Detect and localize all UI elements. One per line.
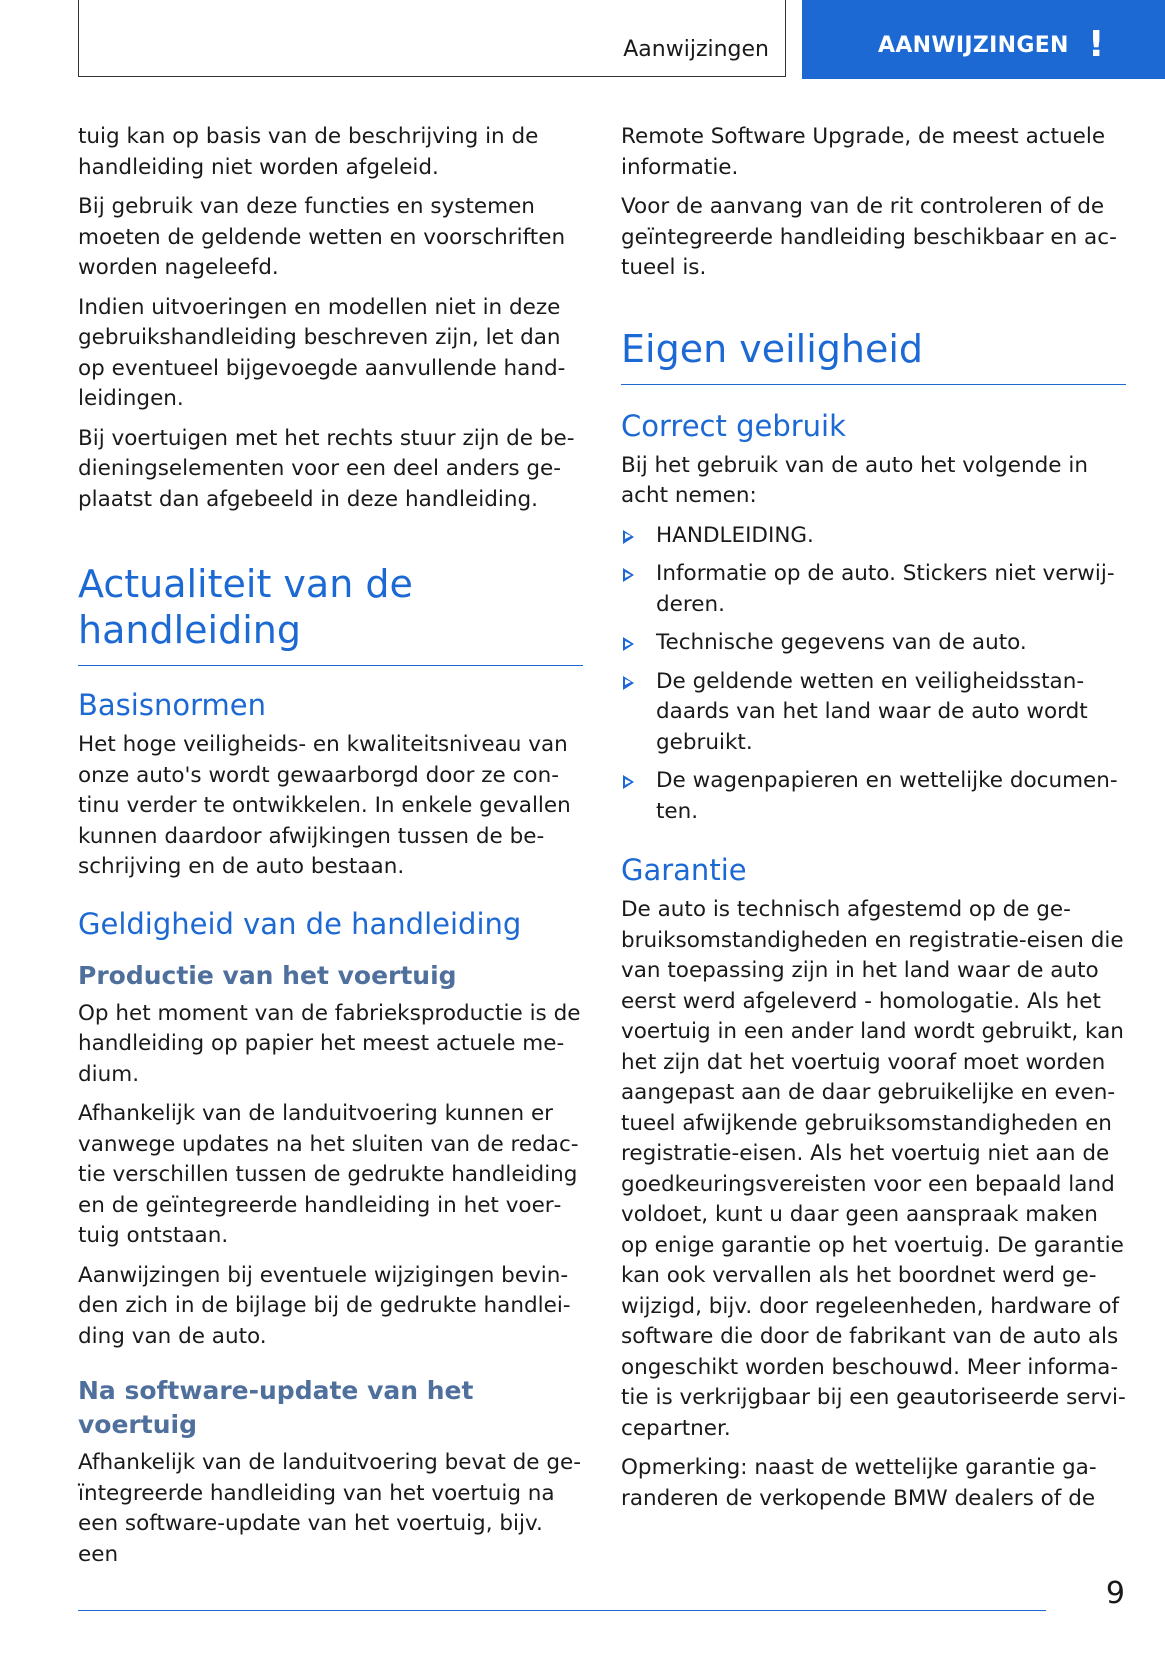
paragraph: De auto is technisch afgestemd op de gebruiksomstandigheden en registratie-eisen die van toepassing zijn in het land waar de auto eerst werd afgeleverd - homologatie. Als het voertuig in een ander land wordt gebruikt, kan het zijn dat het voertuig vooraf moet worden aangepast aan de daar gebruikelijke en eventueel afwijkende gebruiksomstandigheden en registratie-eisen. Als het voertuig niet aan de goedkeuringsvereisten voor een bepaald land voldoet, kunt u daar geen aanspraak maken op enige garantie op het voertuig. De garantie kan ook vervallen als het boordnet werd gewijzigd, bijv. door regeleenheden, hardware of software die door de fabrikant van de auto als ongeschikt worden beschouwd. Meer informatie is verkrijgbaar bij een geautoriseerde servicepartner.: [621, 897, 1126, 1441]
paragraph: Bij gebruik van deze functies en systemen moeten de geldende wetten en voorschriften worden nageleefd.: [78, 194, 566, 280]
footer-rule: [78, 1610, 1046, 1611]
list-item: [621, 667, 1126, 759]
section-heading-actualiteit: Actualiteit van de handleiding: [78, 562, 413, 652]
header-section-title: Aanwijzingen: [623, 37, 769, 62]
header-frame: [78, 0, 786, 77]
list-item-text: Technische gegevens van de auto.: [656, 630, 1027, 655]
bullet-list: [621, 521, 1126, 828]
header-chapter-tab: [802, 0, 1165, 79]
subheading-garantie: Garantie: [621, 853, 747, 887]
triangle-bullet-icon: [623, 568, 634, 582]
triangle-bullet-icon: [623, 530, 634, 544]
paragraph: Opmerking: naast de wettelijke garantie garanderen de verkopende BMW dealers of de: [621, 1455, 1097, 1511]
paragraph: Afhankelijk van de landuitvoering bevat de geïntegreerde handleiding van het voertuig na een software-update van het voertuig, bijv. een: [78, 1450, 581, 1567]
exclamation-icon: !: [1088, 24, 1105, 65]
paragraph: Bij het gebruik van de auto het volgende in acht nemen:: [621, 452, 1088, 508]
list-item: [621, 766, 1126, 827]
list-item-text: Informatie op de auto. Stickers niet verwijderen.: [656, 561, 1115, 617]
subheading-basisnormen: Basisnormen: [78, 688, 266, 722]
list-item: [621, 628, 1126, 659]
section-heading-block: [621, 326, 1126, 385]
triangle-bullet-icon: [623, 676, 634, 690]
paragraph: Op het moment van de fabrieksproductie is de handleiding op papier het meest actuele medium.: [78, 1000, 581, 1087]
paragraph: Het hoge veiligheids- en kwaliteitsniveau van onze auto's wordt gewaarborgd door ze continu verder te ontwikkelen. In enkele gevallen kunnen daardoor afwijkingen tussen de beschrijving en de auto bestaan.: [78, 732, 571, 879]
list-item-text: De geldende wetten en veiligheidsstandaards van het land waar de auto wordt gebruikt.: [656, 668, 1088, 755]
paragraph: Indien uitvoeringen en modellen niet in deze gebruikshandleiding beschreven zijn, let dan op eventueel bijgevoegde aanvullende handleidingen.: [78, 294, 566, 411]
paragraph: Voor de aanvang van de rit controleren of de geïntegreerde handleiding beschikbaar en actueel is.: [621, 194, 1117, 280]
paragraph: tuig kan op basis van de beschrijving in de handleiding niet worden afgeleid.: [78, 124, 539, 180]
page-number: 9: [1105, 1576, 1125, 1611]
paragraph: Remote Software Upgrade, de meest actuele informatie.: [621, 124, 1106, 180]
subsubheading-productie: Productie van het voertuig: [78, 960, 457, 990]
right-column: [621, 122, 1126, 1523]
section-heading-block: [78, 561, 583, 666]
list-item: [621, 521, 1126, 552]
paragraph: Aanwijzingen bij eventuele wijzigingen bevinden zich in de bijlage bij de gedrukte handleiding van de auto.: [78, 1262, 571, 1349]
subheading-geldigheid: Geldigheid van de handleiding: [78, 906, 522, 941]
paragraph: Bij voertuigen met het rechts stuur zijn de bedieningselementen voor een deel anders geplaatst dan afgebeeld in deze handleiding.: [78, 425, 575, 512]
triangle-bullet-icon: [623, 637, 634, 651]
triangle-bullet-icon: [623, 775, 634, 789]
list-item-text: HANDLEIDING.: [656, 522, 814, 548]
list-item: [621, 559, 1126, 620]
header-chapter-label: AANWIJZINGEN: [878, 33, 1069, 58]
subsubheading-software: Na software-update van het voertuig: [78, 1376, 474, 1439]
subheading-correct-gebruik: Correct gebruik: [621, 408, 846, 443]
section-heading-eigen-veiligheid: Eigen veiligheid: [621, 326, 924, 371]
paragraph: Afhankelijk van de landuitvoering kunnen er vanwege updates na het sluiten van de redactie verschillen tussen de gedrukte handleiding en de geïntegreerde handleiding in het voertuig ontstaan.: [78, 1101, 579, 1248]
list-item-text: De wagenpapieren en wettelijke documenten.: [656, 768, 1118, 824]
left-column: [78, 122, 583, 1579]
